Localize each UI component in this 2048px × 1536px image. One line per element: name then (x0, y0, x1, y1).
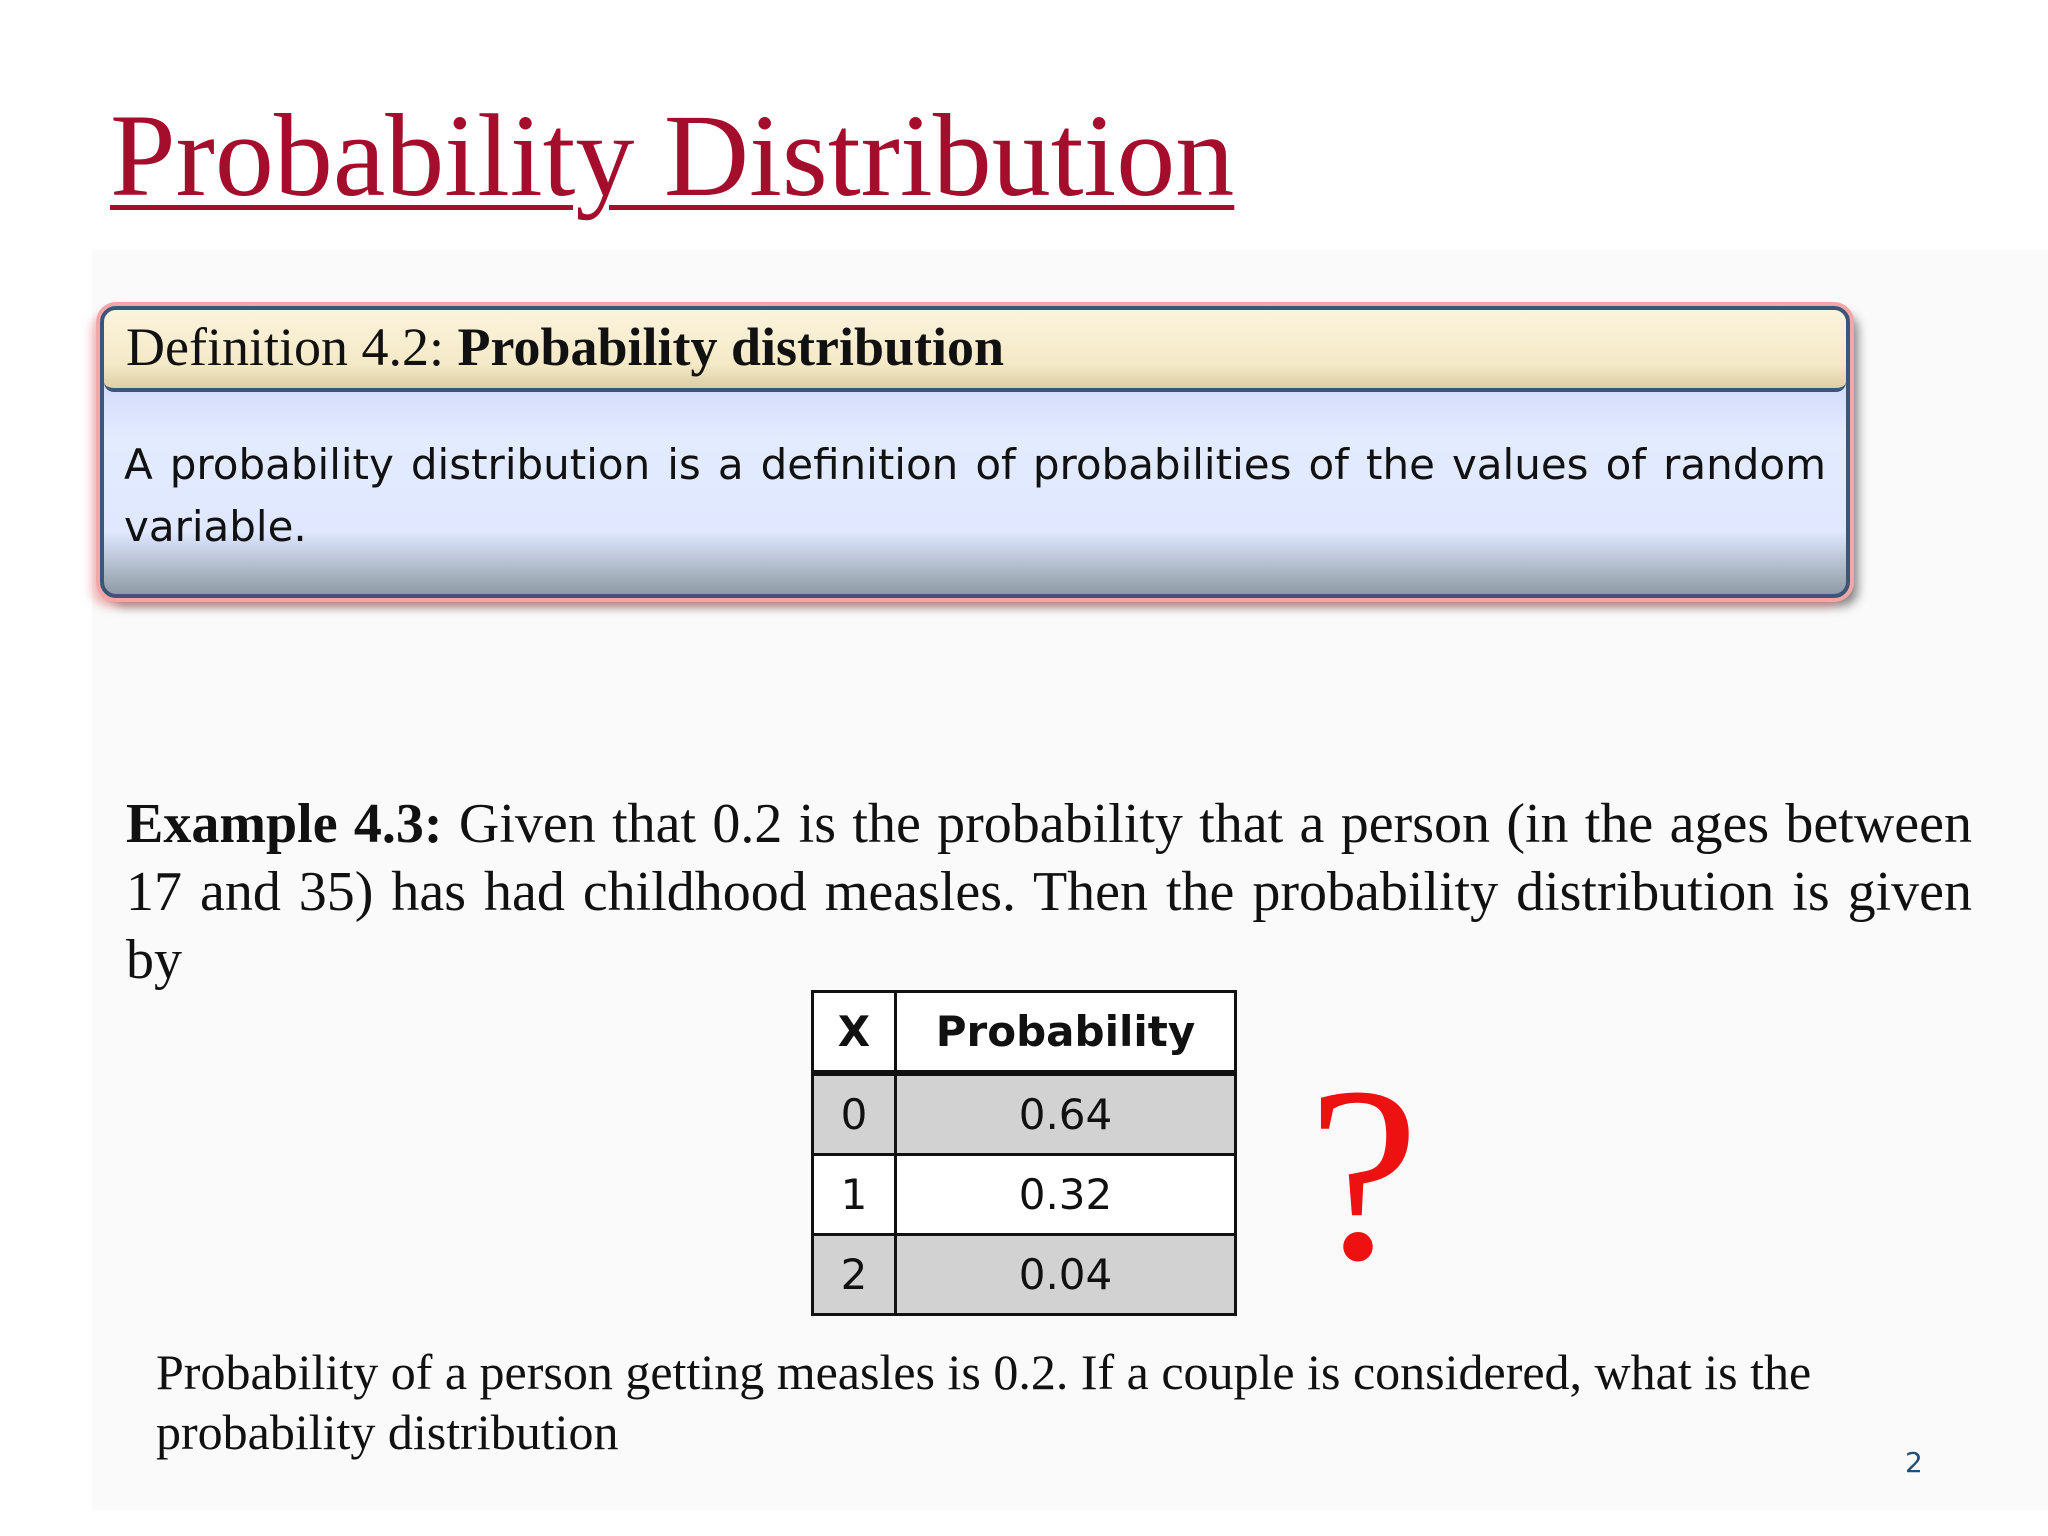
definition-header (104, 310, 1846, 392)
example-label: Example 4.3: (126, 793, 443, 855)
table-header-row (813, 992, 1236, 1074)
definition-box (100, 306, 1850, 598)
question-mark-icon: ? (1308, 1036, 1419, 1313)
definition-term: Probability distribution (457, 317, 1005, 377)
header-probability: Probability (896, 992, 1236, 1074)
table-row (813, 1155, 1236, 1235)
page-number: 2 (1905, 1446, 1923, 1479)
cell-x: 1 (813, 1155, 896, 1235)
cell-x: 2 (813, 1235, 896, 1315)
definition-text: A probability distribution is a definition of probabilities of the values of random variable. (124, 440, 1826, 551)
cell-probability: 0.64 (896, 1073, 1236, 1155)
definition-title (126, 316, 1004, 378)
example-paragraph (126, 790, 1972, 994)
cell-probability: 0.04 (896, 1235, 1236, 1315)
header-x: X (813, 992, 896, 1074)
definition-label: Definition 4.2: (126, 317, 444, 377)
cell-probability: 0.32 (896, 1155, 1236, 1235)
table-row (813, 1073, 1236, 1155)
cell-x: 0 (813, 1073, 896, 1155)
question-text: Probability of a person getting measles is 0.2. If a couple is considered, what is the probability distribution (156, 1344, 1812, 1460)
table-row (813, 1235, 1236, 1315)
example-text: Given that 0.2 is the probability that a person (in the ages between 17 and 35) has had childhood measles. Then the probability distribution is given by (126, 793, 1973, 991)
slide-title: Probability Distribution (110, 90, 1235, 221)
probability-table (811, 990, 1237, 1316)
